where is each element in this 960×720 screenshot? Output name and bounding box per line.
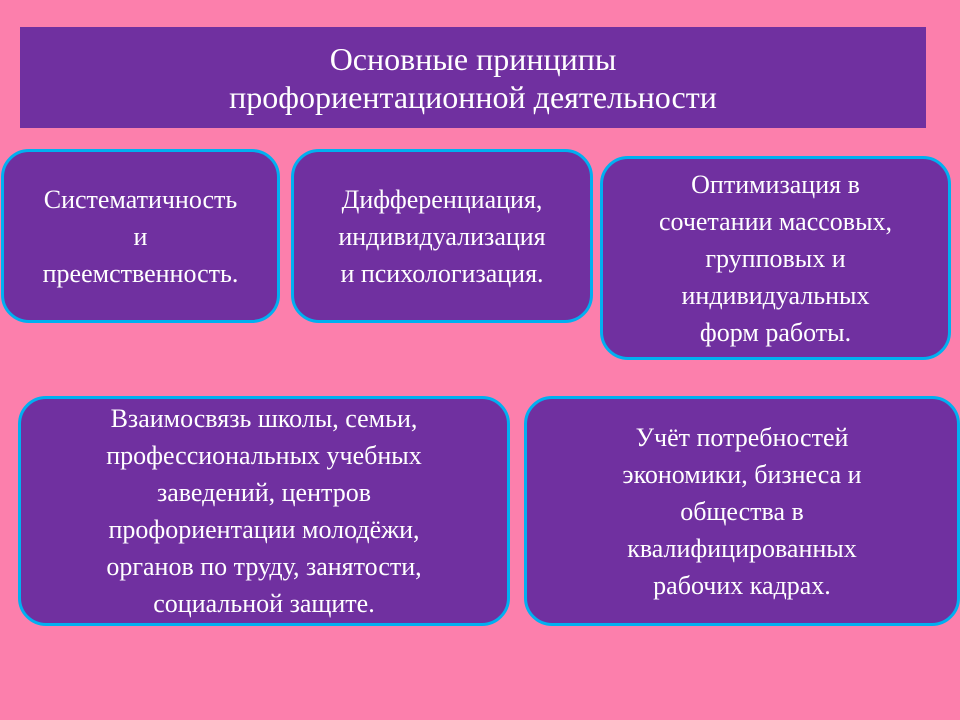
slide-title-line-1: Основные принципы: [329, 40, 617, 77]
principle-card-systematic: Систематичность и преемственность.: [1, 149, 280, 323]
principle-card-interconnection: Взаимосвязь школы, семьи, профессиональных учебных заведений, центров профориентации молодёжи, органов по труду, занятости, социальной защите.: [18, 396, 510, 626]
principle-card-optimization: Оптимизация в сочетании массовых, групповых и индивидуальных форм работы.: [600, 156, 951, 360]
slide-title-line-2: профориентационной деятельности: [229, 78, 717, 115]
principle-card-economic-needs: Учёт потребностей экономики, бизнеса и общества в квалифицированных рабочих кадрах.: [524, 396, 960, 626]
principle-card-differentiation: Дифференциация, индивидуализация и психологизация.: [291, 149, 593, 323]
slide-title-box: [20, 27, 926, 128]
